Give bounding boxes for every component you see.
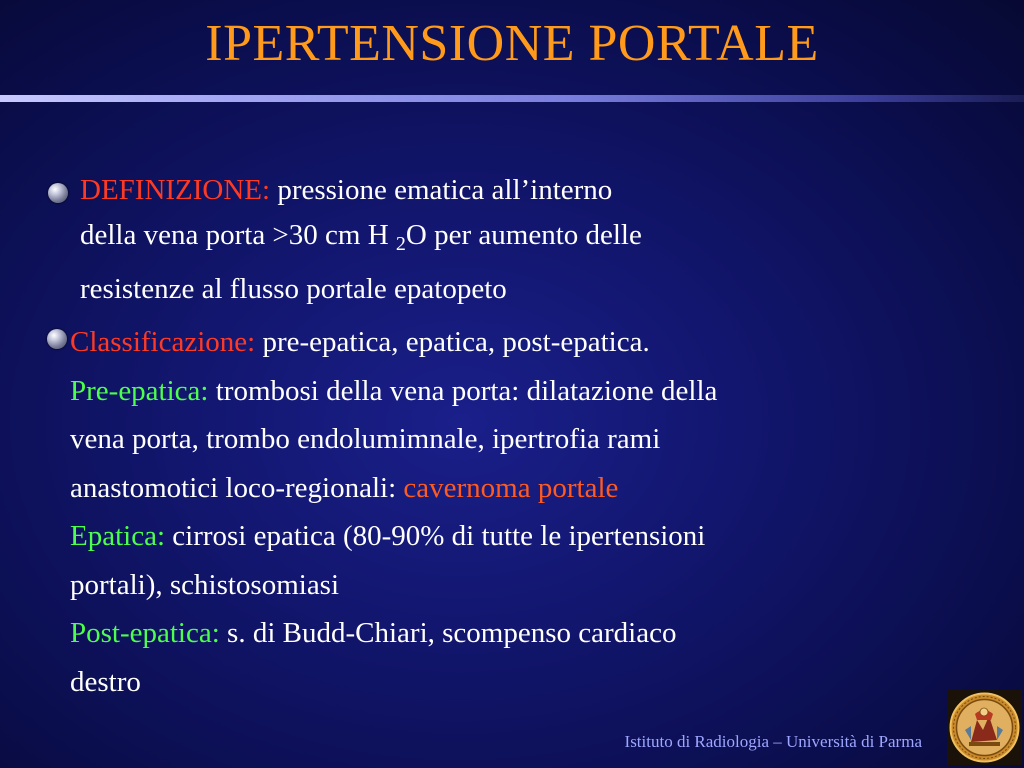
epatica-text-a: cirrosi epatica (80-90% di tutte le ipertensioni <box>165 520 706 552</box>
title-underline <box>0 95 1024 102</box>
definition-label: DEFINIZIONE: <box>80 174 271 206</box>
definition-text-a: pressione ematica all’interno <box>270 174 613 206</box>
definition-text-b: della vena porta >30 cm H <box>80 219 396 251</box>
pre-epatica-text-b: vena porta, trombo endolumimnale, ipertrofia rami <box>70 423 661 455</box>
pre-epatica-text-a: trombosi della vena porta: dilatazione della <box>208 374 718 407</box>
classification-text: pre-epatica, epatica, post-epatica. <box>255 326 650 358</box>
slide-title: IPERTENSIONE PORTALE <box>205 15 819 72</box>
sphere-bullet-icon <box>47 329 67 349</box>
pre-epatica-label: Pre-epatica: <box>70 374 209 407</box>
post-epatica-label: Post-epatica: <box>70 617 220 649</box>
epatica-label: Epatica: <box>70 520 166 552</box>
classification-paragraph <box>70 318 990 706</box>
post-epatica-text-b: destro <box>70 665 141 698</box>
definition-text-c: O per aumento delle <box>405 219 642 251</box>
classification-label: Classificazione: <box>70 326 256 358</box>
sphere-bullet-icon <box>48 183 68 203</box>
cavernoma-highlight: cavernoma portale <box>403 471 619 504</box>
definition-text-d: resistenze al flusso portale epatopeto <box>80 273 507 305</box>
footer-institution: Istituto di Radiologia – Università di Parma <box>624 732 922 751</box>
definition-paragraph <box>80 168 900 312</box>
epatica-text-b: portali), schistosomiasi <box>70 568 340 601</box>
university-seal-icon <box>947 690 1022 765</box>
post-epatica-text-a: s. di Budd-Chiari, scompenso cardiaco <box>219 617 677 649</box>
definition-subscript: 2 <box>395 233 406 255</box>
pre-epatica-text-c: anastomotici loco-regionali: <box>70 471 404 504</box>
